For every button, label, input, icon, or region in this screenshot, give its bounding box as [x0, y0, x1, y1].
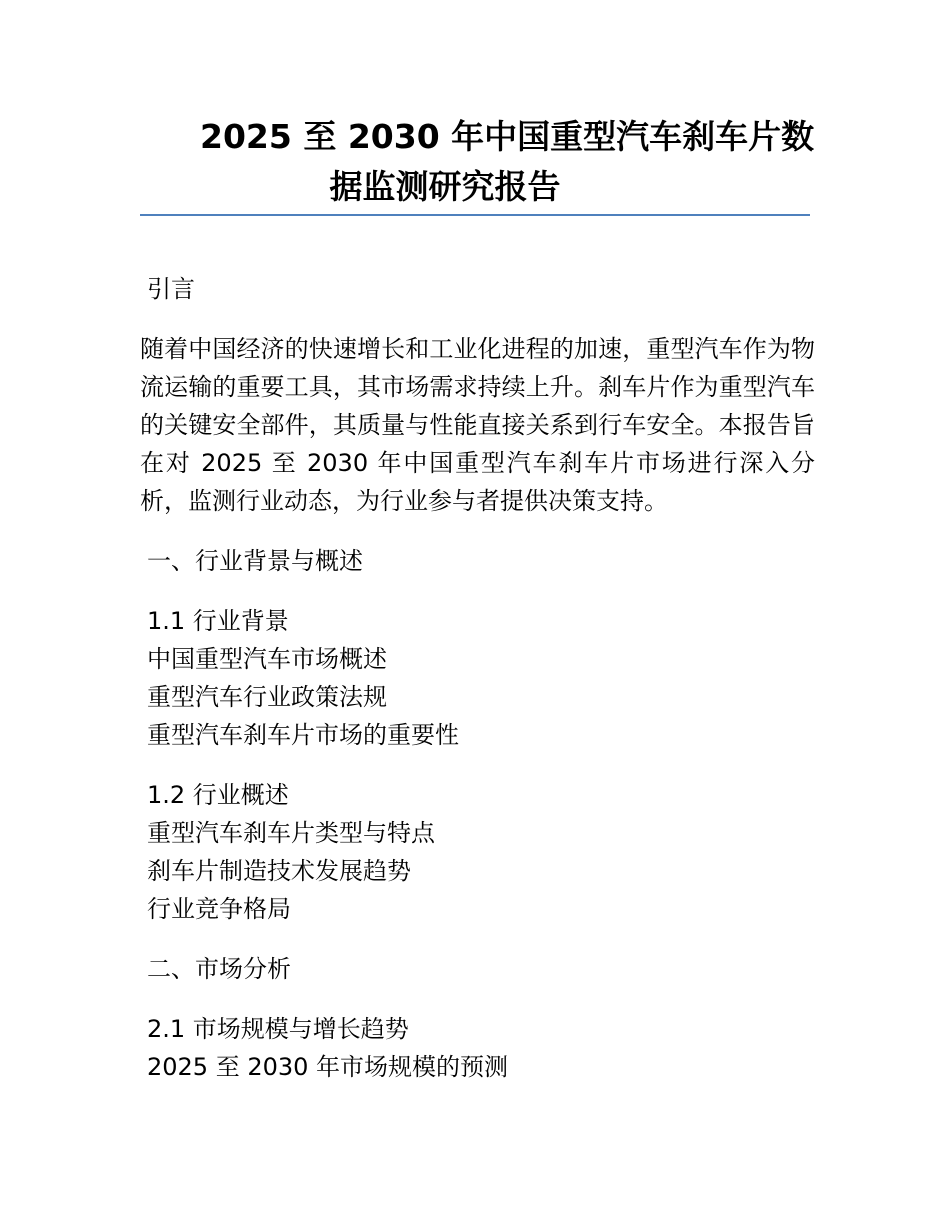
subsection-1-1-item: 重型汽车行业政策法规	[147, 683, 387, 711]
subsection-2-1	[140, 1010, 815, 1086]
subsection-1-2-item: 重型汽车刹车片类型与特点	[147, 819, 435, 847]
subsection-1-2	[140, 776, 815, 928]
subsection-1-1-heading: 1.1 行业背景	[147, 607, 289, 635]
subsection-1-1-item: 中国重型汽车市场概述	[147, 645, 387, 673]
document-title	[140, 112, 815, 212]
section-1-heading: 一、行业背景与概述	[147, 547, 363, 575]
subsection-1-2-heading: 1.2 行业概述	[147, 781, 289, 809]
subsection-1-1	[140, 602, 815, 754]
subsection-2-1-item: 2025 至 2030 年市场规模的预测	[147, 1053, 509, 1081]
subsection-1-2-item: 刹车片制造技术发展趋势	[147, 857, 411, 885]
document-title-line-2: 据监测研究报告	[329, 167, 561, 206]
intro-heading: 引言	[147, 275, 195, 303]
title-divider	[140, 214, 810, 216]
subsection-1-1-item: 重型汽车刹车片市场的重要性	[147, 721, 459, 749]
document-title-line-1: 2025 至 2030 年中国重型汽车刹车片数	[200, 117, 815, 156]
section-2-heading: 二、市场分析	[147, 955, 291, 983]
subsection-1-2-item: 行业竞争格局	[147, 895, 291, 923]
subsection-2-1-heading: 2.1 市场规模与增长趋势	[147, 1015, 409, 1043]
document-body	[140, 270, 815, 1108]
intro-paragraph: 随着中国经济的快速增长和工业化进程的加速，重型汽车作为物流运输的重要工具，其市场需求持续上升。刹车片作为重型汽车的关键安全部件，其质量与性能直接关系到行车安全。本报告旨在对 2025 至 2030 年中国重型汽车刹车片市场进行深入分析，监测行业动态，为行业参与者提供决策支持。	[140, 335, 815, 515]
